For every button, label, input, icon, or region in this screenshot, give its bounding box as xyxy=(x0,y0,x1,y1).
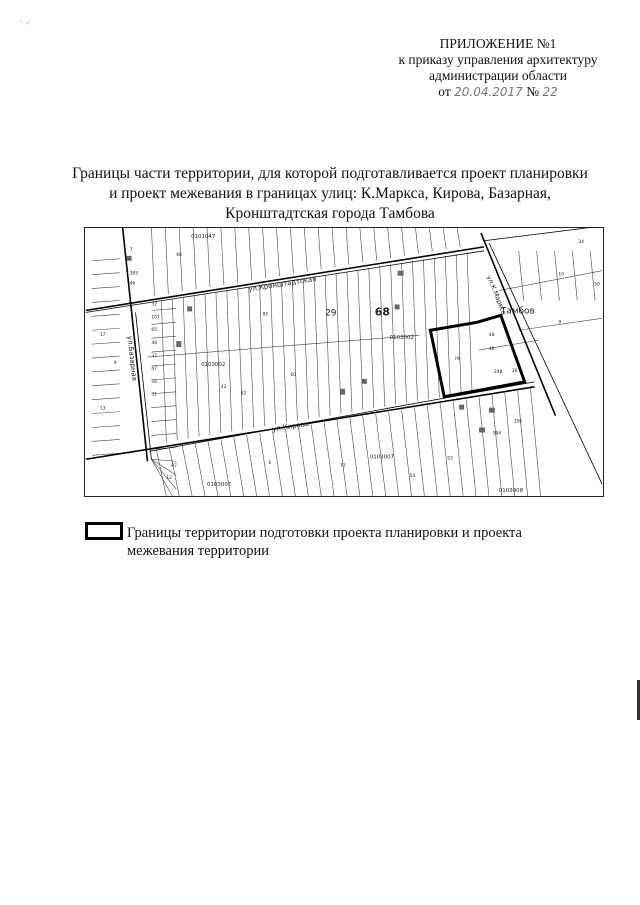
parcel-line xyxy=(519,251,524,301)
parcel-line xyxy=(414,408,424,496)
parcel-line xyxy=(92,370,120,372)
parcel-line xyxy=(443,228,446,249)
parcel-line xyxy=(151,459,176,461)
parcel-line xyxy=(182,446,192,496)
parcel-line xyxy=(247,435,257,496)
parcel-line xyxy=(151,322,176,324)
parcel-line xyxy=(92,412,120,414)
quarter-label: 0103002 xyxy=(389,335,414,342)
appendix-administration: администрации области xyxy=(428,68,568,83)
parcel-line xyxy=(92,426,120,428)
parcel-line xyxy=(249,287,254,427)
appendix-title: ПРИЛОЖЕНИЕ №1 xyxy=(439,36,557,51)
parcel-line xyxy=(314,277,319,417)
parcel-line xyxy=(92,314,120,316)
parcel-number: 34 xyxy=(578,239,584,245)
parcel-line xyxy=(92,287,120,289)
parcel-line xyxy=(412,261,417,401)
parcel-number: 47 xyxy=(151,366,158,372)
parcel-line xyxy=(388,228,391,258)
parcel-number: 60 xyxy=(290,372,297,378)
parcel-number: 12 xyxy=(166,476,172,482)
parcel-line xyxy=(92,300,120,302)
parcel-line xyxy=(172,300,177,441)
parcel-line xyxy=(380,266,385,406)
parcel-number: 7 xyxy=(129,247,133,253)
parcel-line xyxy=(227,291,232,432)
parcel-line xyxy=(263,228,266,278)
parcel-line xyxy=(466,399,476,496)
parcel-number: 53 xyxy=(447,456,453,462)
parcel-line xyxy=(374,228,377,260)
project-boundary xyxy=(430,315,524,396)
quarter-label: 0103007 xyxy=(369,454,395,461)
parcel-line xyxy=(518,391,528,496)
parcel-line xyxy=(92,328,120,330)
parcel-line xyxy=(221,228,224,285)
parcel-line xyxy=(346,228,349,265)
parcel-line xyxy=(350,418,360,496)
street-label-k-marksa: ул.К.Маркса xyxy=(485,274,509,316)
quarter-label: 0103007 xyxy=(207,482,232,489)
parcel-line xyxy=(402,263,407,403)
parcel-number: 85 xyxy=(262,312,269,318)
block-number: 29 xyxy=(325,308,337,319)
parcel-line xyxy=(423,259,428,399)
parcel-line xyxy=(195,443,205,496)
parcel-line xyxy=(281,282,286,422)
legend-text: Границы территории подготовки проекта планировки и проекта межевания территории xyxy=(127,525,522,559)
parcel-line xyxy=(285,429,295,496)
parcel-number: 77 xyxy=(340,464,346,470)
document-title: Границы части территории, для которой подготавливается проект планировки и проект межевания в границах улиц: К.Маркса, Кирова, Базарная, Кронштадтская города Тамбова xyxy=(72,165,588,222)
parcel-line xyxy=(324,422,334,496)
parcel-line xyxy=(537,251,542,301)
legend-boundary-swatch xyxy=(85,522,123,540)
parcel-line xyxy=(453,401,463,496)
parcel-number: 54 xyxy=(409,474,416,480)
parcel-number: 48 xyxy=(488,333,495,339)
parcel-number: 37 xyxy=(151,354,158,360)
parcel-number: 42 xyxy=(220,384,227,390)
parcel-line xyxy=(590,251,595,301)
parcel-line xyxy=(92,356,120,358)
parcel-number: 9 xyxy=(558,320,562,326)
handwritten-date: 20.04.2017 xyxy=(454,85,523,99)
parcel-number: 82 xyxy=(240,391,247,397)
parcel-line xyxy=(260,286,265,426)
parcel-line xyxy=(235,228,238,283)
appendix-order: к приказу управления архитектуру xyxy=(398,52,598,67)
parcel-line xyxy=(499,271,602,291)
parcel-number: 97 xyxy=(171,464,177,470)
city-label: Тамбов xyxy=(500,306,535,317)
parcel-line xyxy=(531,389,541,496)
parcel-number: 48 xyxy=(488,347,495,353)
parcel-line xyxy=(151,420,176,422)
parcel-line xyxy=(179,228,182,291)
parcel-line xyxy=(505,393,515,496)
parcel-number: 10 xyxy=(558,272,565,278)
parcel-line xyxy=(369,268,374,408)
parcel-number: 17 xyxy=(99,333,106,339)
parcel-line xyxy=(92,273,120,275)
parcel-line xyxy=(183,298,188,439)
quarter-label: 0103002 xyxy=(201,361,226,368)
parcel-line xyxy=(402,410,412,496)
appendix-header xyxy=(378,36,618,100)
parcel-line xyxy=(311,425,321,496)
parcel-line xyxy=(277,228,280,276)
parcel-line xyxy=(194,296,199,437)
parcel-line xyxy=(92,342,120,344)
parcel-number: 13 xyxy=(99,406,106,412)
parcel-line xyxy=(92,259,120,261)
parcel-number: 65 xyxy=(151,328,158,334)
parcel-line xyxy=(271,284,276,424)
parcel-number: 6 xyxy=(268,461,272,467)
parcel-line xyxy=(151,406,176,408)
parcel-line xyxy=(92,439,120,441)
parcel-number: 984 xyxy=(492,431,502,437)
parcel-number: 66 xyxy=(176,252,182,258)
appendix-date-line: от 20.04.2017 № 22 xyxy=(438,84,558,99)
parcel-line xyxy=(273,431,283,496)
parcel-number: 32 xyxy=(151,302,158,308)
parcel-line xyxy=(238,289,243,429)
parcel-line xyxy=(429,228,432,251)
parcel-line xyxy=(457,228,460,247)
street-label-bazarnaya: ул.Базарная xyxy=(125,335,139,382)
parcel-line xyxy=(415,228,418,254)
block-number: 68 xyxy=(374,305,390,319)
parcel-number: 79 xyxy=(454,357,460,363)
parcel-number: 36 xyxy=(511,368,518,374)
parcel-line xyxy=(298,427,308,496)
parcel-line xyxy=(151,336,176,338)
parcel-line xyxy=(479,397,489,496)
street-label-kirova: ул.Кирова xyxy=(271,419,310,434)
parcel-line xyxy=(92,384,120,386)
parcel-line xyxy=(360,228,363,263)
quarter-label: 0101047 xyxy=(191,233,216,240)
parcel-line xyxy=(337,420,347,496)
parcel-line xyxy=(165,228,168,294)
parcel-number: 46 xyxy=(151,341,158,347)
parcel-line xyxy=(151,350,176,352)
parcel-line xyxy=(440,403,450,496)
parcel-number: 56 xyxy=(151,379,158,385)
parcel-line xyxy=(332,228,335,267)
parcel-number: 101 xyxy=(151,315,160,321)
parcel-line xyxy=(151,433,176,435)
parcel-number: 383 xyxy=(129,271,139,277)
parcel-line xyxy=(427,406,437,496)
quarter-label: 0103008 xyxy=(498,488,524,495)
parcel-number: 248 xyxy=(493,369,503,375)
parcel-line xyxy=(156,450,166,496)
parcel-line xyxy=(151,228,154,296)
parcel-line xyxy=(234,437,244,496)
cadastral-map xyxy=(84,227,604,497)
parcel-number: 50 xyxy=(594,282,600,288)
parcel-line xyxy=(402,228,405,256)
street-label-kronshtadtskaya: ул.Кронштадтская xyxy=(247,274,317,294)
parcel-line xyxy=(318,228,321,269)
parcel-line xyxy=(347,272,352,412)
parcel-number: 46 xyxy=(129,281,136,287)
parcel-line xyxy=(249,228,252,280)
parcel-line xyxy=(290,228,293,274)
parcel-line xyxy=(92,398,120,400)
parcel-line xyxy=(292,280,297,420)
parcel-number: 31 xyxy=(151,392,158,398)
parcel-number: 100 xyxy=(513,419,523,425)
parcel-number: 9 xyxy=(113,360,117,366)
map-svg xyxy=(85,228,603,496)
parcel-line xyxy=(304,228,307,271)
parcel-line xyxy=(303,279,308,419)
parcel-line xyxy=(325,275,330,415)
scan-marks: · ⸝ xyxy=(20,16,30,26)
handwritten-number: 22 xyxy=(542,85,558,99)
